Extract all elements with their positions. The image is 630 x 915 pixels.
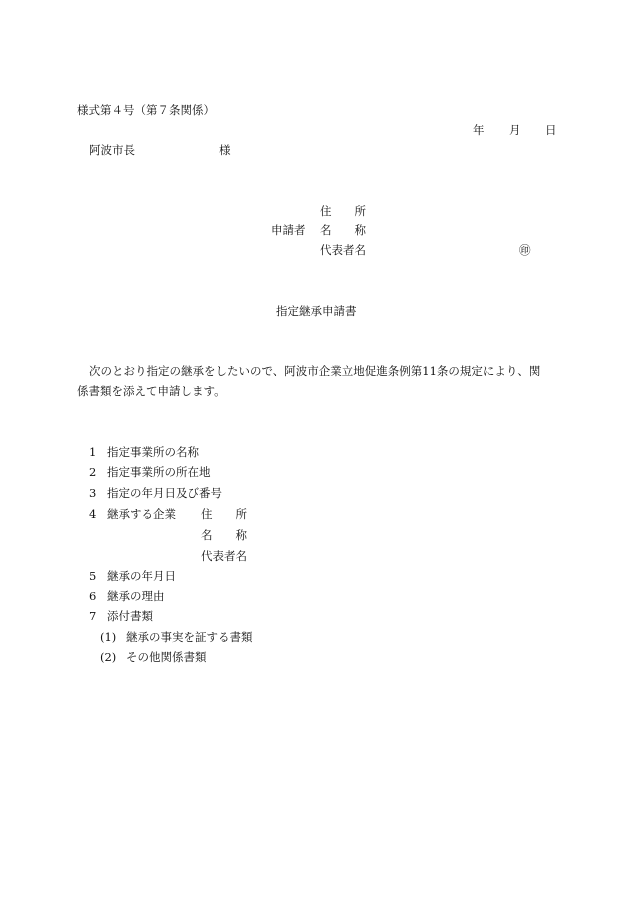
applicant-address-label: 住 所 (320, 204, 366, 218)
applicant-name-label: 名 称 (320, 223, 366, 237)
attachment-1-number: (1) (100, 630, 117, 644)
item-3-text: 指定の年月日及び番号 (107, 486, 222, 500)
successor-name-label: 名 称 (201, 528, 247, 542)
item-6-text: 継承の理由 (107, 589, 165, 603)
item-5-text: 継承の年月日 (107, 569, 176, 583)
seal-mark: ㊞ (519, 243, 531, 257)
attachment-1-text: 継承の事実を証する書類 (126, 630, 253, 644)
date-year-label: 年 (473, 123, 485, 137)
attachment-2-number: (2) (100, 650, 117, 664)
applicant-representative-label: 代表者名 (320, 243, 366, 257)
item-1-text: 指定事業所の名称 (107, 445, 199, 459)
date-month-label: 月 (509, 123, 521, 137)
successor-representative-label: 代表者名 (201, 549, 247, 563)
item-5-number: 5 (89, 569, 97, 583)
date-day-label: 日 (545, 123, 557, 137)
form-number: 様式第４号（第７条関係） (77, 103, 215, 117)
successor-address-label: 住 所 (201, 507, 247, 521)
addressee-honorific: 様 (219, 143, 231, 157)
body-line-2: 係書類を添えて申請します。 (77, 384, 226, 398)
item-7-text: 添付書類 (107, 609, 153, 623)
applicant-label: 申請者 (271, 223, 306, 237)
attachment-2-text: その他関係書類 (126, 650, 207, 664)
document-title: 指定継承申請書 (276, 304, 357, 318)
item-4-number: 4 (89, 507, 97, 521)
item-4-text: 継承する企業 (107, 507, 176, 521)
addressee: 阿波市長 (89, 143, 135, 157)
item-2-number: 2 (89, 465, 97, 479)
item-1-number: 1 (89, 445, 97, 459)
item-6-number: 6 (89, 589, 97, 603)
item-2-text: 指定事業所の所在地 (107, 465, 211, 479)
body-line-1: 次のとおり指定の継承をしたいので、阿波市企業立地促進条例第11条の規定により、関 (89, 364, 541, 378)
item-3-number: 3 (89, 486, 97, 500)
item-7-number: 7 (89, 609, 97, 623)
